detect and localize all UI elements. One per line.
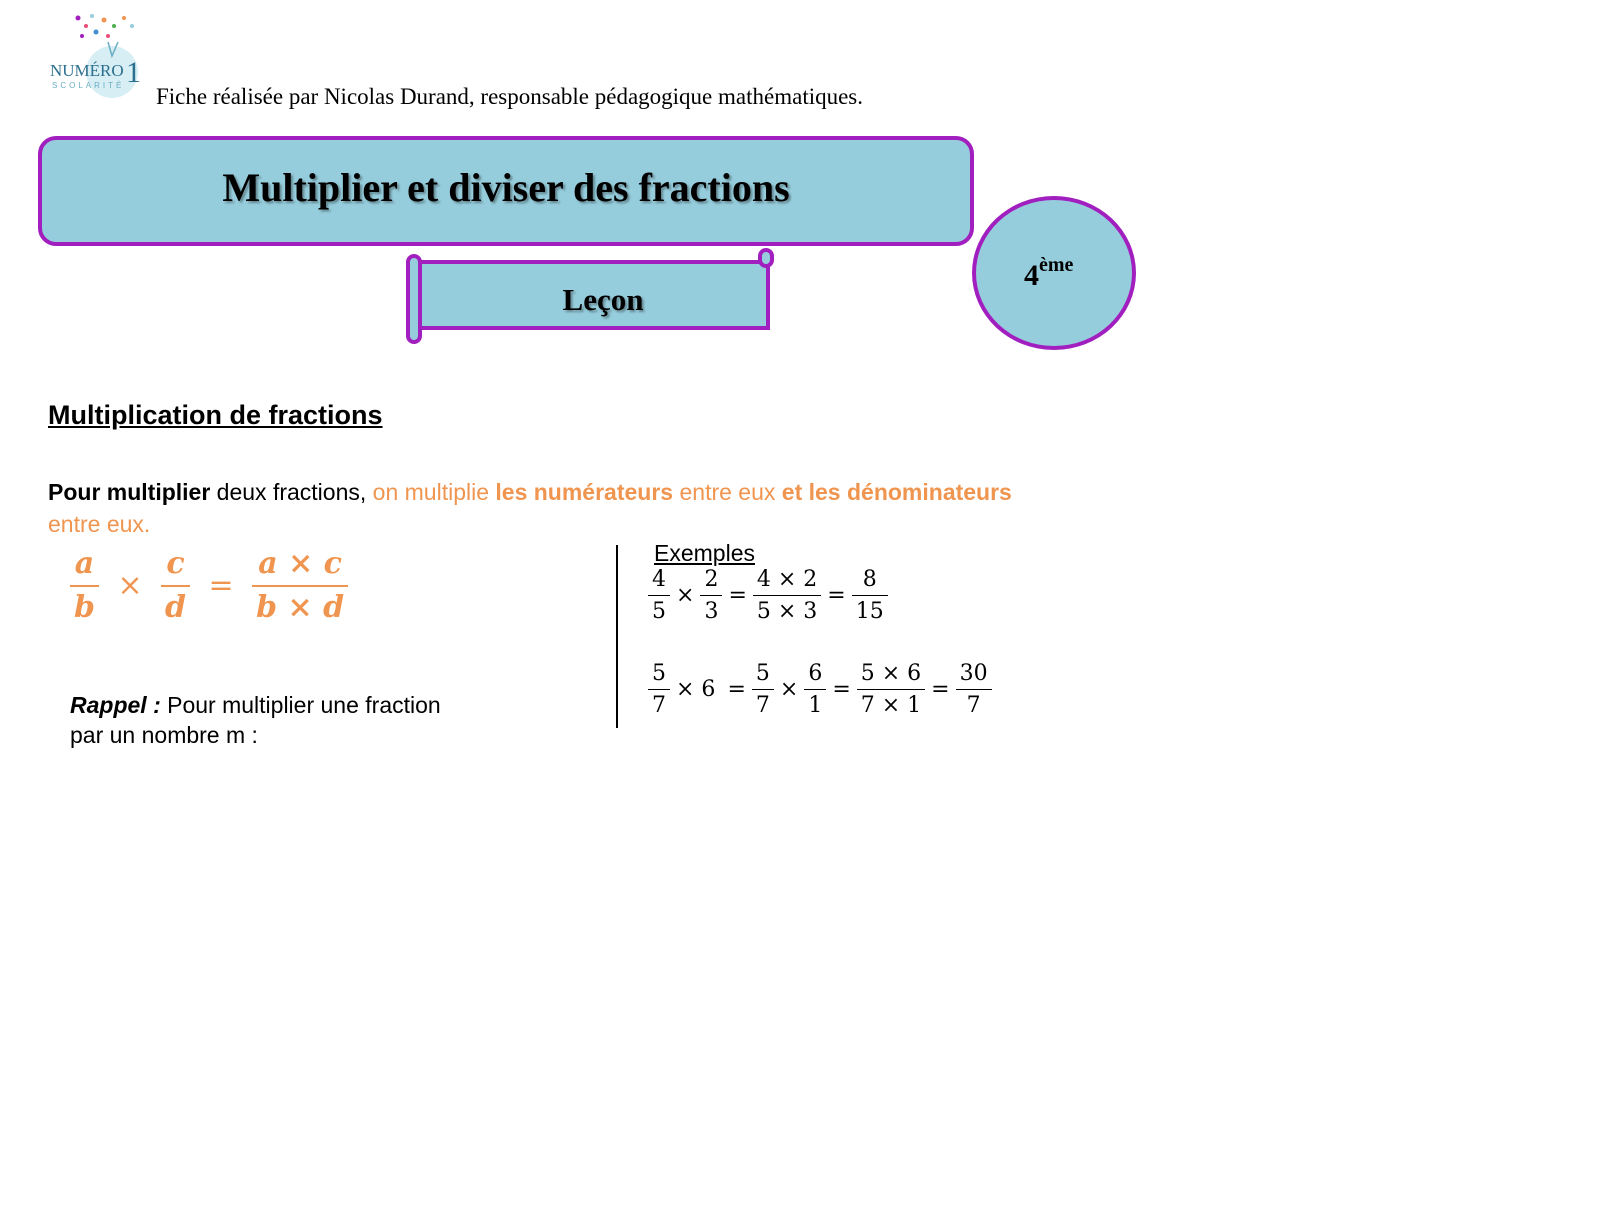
times-six-operator: × 6 [676, 677, 716, 703]
ex1-f2-num: 2 [704, 567, 719, 592]
ex1-f1-num: 4 [652, 567, 666, 592]
level-suffix: ème [1039, 254, 1074, 276]
equals-operator: = [832, 677, 851, 703]
result-denominator: b × d [256, 589, 345, 625]
rappel-text-2: par un nombre m : [70, 722, 258, 748]
ex2-f1-num: 5 [652, 661, 666, 686]
equals-operator: = [931, 677, 950, 703]
rappel-note [70, 690, 441, 750]
times-operator: × [676, 583, 695, 609]
denominator-d: d [165, 589, 187, 625]
numerator-c: c [166, 546, 185, 581]
svg-text:1: 1 [126, 56, 141, 89]
ex2-fraction-1 [648, 662, 670, 717]
equals-operator: = [208, 568, 234, 603]
ex2-f2-num: 5 [755, 661, 770, 686]
rule-part-3: on multiplie [372, 479, 496, 505]
rule-part-1: Pour multiplier [48, 479, 211, 505]
fraction-result [252, 548, 348, 623]
svg-text:NUMÉRO: NUMÉRO [50, 61, 124, 80]
column-divider [616, 545, 618, 728]
level-number: 4 [1024, 259, 1039, 292]
times-operator: × [779, 677, 799, 703]
fraction-c-d [161, 548, 190, 623]
ex1-f1-den: 5 [652, 599, 666, 625]
author-line: Fiche réalisée par Nicolas Durand, responsable pédagogique mathématiques. [156, 84, 864, 109]
ex1-fraction-4 [852, 568, 888, 623]
rule-part-2: deux fractions, [210, 479, 373, 505]
ex2-fraction-4 [857, 662, 925, 717]
example-1 [648, 568, 888, 623]
ex2-f3-den: 1 [808, 693, 823, 719]
ex2-fraction-5 [956, 662, 992, 717]
ex2-f1-den: 7 [652, 693, 666, 719]
rule-part-5: entre eux [673, 479, 782, 505]
ex2-fraction-2 [752, 662, 774, 717]
general-formula [70, 548, 348, 623]
examples-title: Exemples [654, 540, 755, 566]
ex1-f3-num: 4 × 2 [756, 567, 818, 592]
ex2-f4-den: 7 × 1 [860, 693, 922, 719]
ex1-fraction-1 [648, 568, 670, 623]
lesson-label: Leçon [562, 282, 644, 317]
numerator-a: a [74, 546, 95, 581]
ex2-f4-num: 5 × 6 [860, 661, 922, 686]
equals-operator: = [728, 583, 747, 609]
level-text [1024, 254, 1073, 293]
ex2-f3-num: 6 [808, 661, 823, 686]
rule-part-4: les numérateurs [495, 479, 674, 505]
denominator-b: b [74, 589, 95, 625]
rule-part-6: et les dénominateurs [781, 479, 1012, 505]
svg-text:SCOLARITÉ: SCOLARITÉ [52, 81, 125, 90]
ex1-f4-den: 15 [855, 599, 884, 625]
rappel-text-1: Pour multiplier une fraction [160, 692, 441, 718]
ex1-fraction-3 [753, 568, 821, 623]
rappel-label: Rappel : [70, 692, 161, 718]
ex1-fraction-2 [700, 568, 722, 623]
ex1-f3-den: 5 × 3 [756, 599, 818, 625]
page-title: Multiplier et diviser des fractions [222, 164, 790, 210]
title-banner [38, 136, 974, 246]
fraction-a-b [70, 548, 99, 623]
equals-operator: = [827, 583, 846, 609]
rule-part-7: entre eux. [48, 511, 151, 537]
example-2 [648, 662, 992, 717]
numero1-scolarite-logo [48, 12, 152, 102]
multiplication-rule [48, 476, 1128, 540]
ex2-fraction-3 [804, 662, 826, 717]
times-operator: × [117, 568, 143, 603]
ex2-f2-den: 7 [755, 693, 770, 719]
section-title: Multiplication de fractions [48, 400, 383, 430]
ex1-f2-den: 3 [704, 599, 719, 625]
ex2-f5-num: 30 [959, 661, 988, 686]
ex1-f4-num: 8 [862, 567, 877, 592]
ex2-f5-den: 7 [966, 693, 981, 719]
result-numerator: a × c [258, 546, 342, 581]
equals-operator: = [727, 677, 746, 703]
